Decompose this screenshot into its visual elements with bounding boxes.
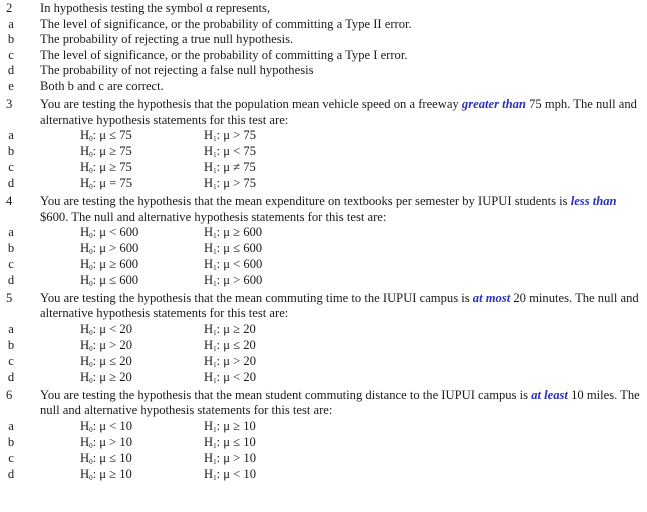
h-label: H <box>204 353 214 368</box>
question-stem <box>0 291 647 307</box>
h-subscript: 0 <box>89 457 93 466</box>
question-text-line-2: alternative hypothesis statements for this test are: <box>40 112 289 127</box>
option-d[interactable] <box>0 63 647 79</box>
question-stem <box>0 97 647 113</box>
null-hypothesis <box>80 467 132 487</box>
h-subscript: 0 <box>89 426 93 435</box>
question-stem <box>0 1 647 17</box>
option-a[interactable] <box>0 322 647 338</box>
option-letter: a <box>8 419 14 434</box>
option-letter: d <box>7 272 15 287</box>
null-hypothesis <box>80 273 138 293</box>
h-label: H <box>80 128 90 143</box>
question-stem <box>0 388 647 404</box>
stem-emphasis: less than <box>570 193 617 208</box>
alternative-hypothesis <box>204 467 256 487</box>
question-text: In hypothesis testing the symbol α represents, <box>40 1 271 15</box>
question-number: 2 <box>6 1 13 15</box>
option-letter: c <box>8 450 14 465</box>
h-statement: : μ > 20 <box>92 338 133 353</box>
h-subscript: 0 <box>89 182 93 191</box>
question-stem-line-2 <box>0 306 647 322</box>
question-text-line-2: null and alternative hypothesis statements for this test are: <box>40 403 333 418</box>
option-text: The level of significance, or the probability of committing a Type II error. <box>40 16 412 31</box>
option-letter: a <box>8 225 14 240</box>
h-subscript: 1 <box>213 376 217 385</box>
h-label: H <box>204 225 214 240</box>
h-statement: : μ < 10 <box>216 466 257 481</box>
h-statement: : μ > 75 <box>216 175 257 190</box>
question-3 <box>0 97 647 192</box>
question-4 <box>0 194 647 289</box>
h-label: H <box>204 338 214 353</box>
option-letter: c <box>8 159 14 174</box>
h-label: H <box>80 466 90 481</box>
h-label: H <box>80 322 90 337</box>
h-label: H <box>80 450 90 465</box>
h-label: H <box>80 225 90 240</box>
h-subscript: 0 <box>89 232 93 241</box>
h-subscript: 1 <box>213 135 217 144</box>
option-text: The level of significance, or the probability of committing a Type I error. <box>40 47 408 62</box>
alternative-hypothesis <box>204 273 262 293</box>
h-statement: : μ < 20 <box>92 322 133 337</box>
h-label: H <box>80 241 90 256</box>
h-subscript: 0 <box>89 248 93 257</box>
h-label: H <box>80 419 90 434</box>
option-a[interactable] <box>0 128 647 144</box>
stem-text: You are testing the hypothesis that the mean student commuting distance to the IUPUI campus is <box>40 387 532 402</box>
h-statement: : μ < 600 <box>216 256 263 271</box>
question-text-line-1 <box>40 388 643 404</box>
option-a[interactable] <box>0 225 647 241</box>
h-statement: : μ ≤ 600 <box>216 241 263 256</box>
question-number: 6 <box>6 387 13 402</box>
question-text-line-1 <box>40 194 643 210</box>
option-d[interactable] <box>0 467 647 483</box>
h-subscript: 0 <box>89 166 93 175</box>
h-subscript: 1 <box>213 360 217 369</box>
h-statement: : μ ≥ 10 <box>92 466 132 481</box>
h-subscript: 0 <box>89 329 93 338</box>
h-label: H <box>80 435 90 450</box>
h-statement: : μ ≥ 10 <box>216 419 256 434</box>
option-b[interactable] <box>0 241 647 257</box>
question-5 <box>0 291 647 386</box>
option-a[interactable] <box>0 17 647 33</box>
option-letter: d <box>7 175 15 190</box>
option-letter: b <box>7 241 15 256</box>
h-statement: : μ > 600 <box>216 272 263 287</box>
h-statement: : μ ≥ 600 <box>92 256 139 271</box>
option-c[interactable] <box>0 354 647 370</box>
null-hypothesis <box>80 370 132 390</box>
h-label: H <box>204 272 214 287</box>
stem-text: You are testing the hypothesis that the mean expenditure on textbooks per semester by IUPUI students is <box>40 193 571 208</box>
option-letter: a <box>8 128 14 143</box>
h-subscript: 1 <box>213 473 217 482</box>
h-subscript: 0 <box>89 279 93 288</box>
h-label: H <box>204 175 214 190</box>
option-letter: a <box>8 322 14 337</box>
stem-emphasis: at most <box>472 290 511 305</box>
h-label: H <box>80 144 90 159</box>
h-subscript: 0 <box>89 345 93 354</box>
stem-text: 10 miles. The <box>567 387 640 402</box>
h-subscript: 0 <box>89 360 93 369</box>
option-letter: d <box>7 466 15 481</box>
h-statement: : μ ≤ 10 <box>216 435 256 450</box>
h-subscript: 1 <box>213 457 217 466</box>
option-b[interactable] <box>0 144 647 160</box>
h-subscript: 1 <box>213 263 217 272</box>
h-subscript: 1 <box>213 329 217 338</box>
h-subscript: 1 <box>213 166 217 175</box>
h-label: H <box>80 353 90 368</box>
question-number: 3 <box>6 96 13 111</box>
h-label: H <box>204 435 214 450</box>
h-statement: : μ ≤ 600 <box>92 272 139 287</box>
h-label: H <box>204 256 214 271</box>
question-text-line-1 <box>40 291 643 307</box>
h-subscript: 0 <box>89 442 93 451</box>
h-label: H <box>80 369 90 384</box>
h-statement: : μ > 600 <box>92 241 139 256</box>
h-subscript: 1 <box>213 232 217 241</box>
h-statement: : μ ≥ 600 <box>216 225 263 240</box>
question-stem <box>0 194 647 210</box>
question-text-line-2: alternative hypothesis statements for this test are: <box>40 306 289 321</box>
h-statement: : μ ≥ 75 <box>92 159 132 174</box>
h-subscript: 1 <box>213 442 217 451</box>
h-label: H <box>204 144 214 159</box>
question-stem-line-2 <box>0 403 647 419</box>
h-subscript: 1 <box>213 151 217 160</box>
h-statement: : μ > 10 <box>92 435 133 450</box>
h-label: H <box>204 241 214 256</box>
h-statement: : μ < 75 <box>216 144 257 159</box>
option-b[interactable] <box>0 338 647 354</box>
h-subscript: 1 <box>213 426 217 435</box>
stem-text: 75 mph. The null and <box>525 96 637 111</box>
option-letter: b <box>7 144 15 159</box>
h-label: H <box>204 369 214 384</box>
option-letter: c <box>8 256 14 271</box>
question-stem-line-2 <box>0 113 647 129</box>
h-statement: : μ > 10 <box>216 450 257 465</box>
h-statement: : μ < 600 <box>92 225 139 240</box>
stem-text: You are testing the hypothesis that the population mean vehicle speed on a freeway <box>40 96 462 111</box>
option-letter: c <box>8 47 14 62</box>
h-statement: : μ ≤ 10 <box>92 450 132 465</box>
option-letter: b <box>7 338 15 353</box>
h-label: H <box>204 322 214 337</box>
h-statement: : μ ≠ 75 <box>216 159 256 174</box>
h-statement: : μ < 10 <box>92 419 133 434</box>
option-a[interactable] <box>0 419 647 435</box>
option-c[interactable] <box>0 48 647 64</box>
h-label: H <box>80 256 90 271</box>
question-text-line-1 <box>40 97 643 113</box>
h-statement: : μ < 20 <box>216 369 257 384</box>
option-letter: a <box>8 16 14 31</box>
option-c[interactable] <box>0 160 647 176</box>
option-letter: d <box>7 63 15 78</box>
h-label: H <box>80 159 90 174</box>
option-e[interactable] <box>0 79 647 95</box>
h-label: H <box>80 175 90 190</box>
option-letter: e <box>8 78 14 93</box>
question-stem-line-2 <box>0 210 647 226</box>
h-subscript: 1 <box>213 182 217 191</box>
option-text: The probability of not rejecting a false null hypothesis <box>40 63 314 78</box>
question-number: 4 <box>6 193 13 208</box>
h-subscript: 0 <box>89 135 93 144</box>
stem-text: You are testing the hypothesis that the mean commuting time to the IUPUI campus is <box>40 290 473 305</box>
h-subscript: 0 <box>89 151 93 160</box>
h-label: H <box>204 128 214 143</box>
h-statement: : μ > 75 <box>216 128 257 143</box>
h-statement: : μ ≤ 20 <box>92 353 132 368</box>
option-c[interactable] <box>0 451 647 467</box>
h-subscript: 1 <box>213 345 217 354</box>
option-text: The probability of rejecting a true null hypothesis. <box>40 32 294 47</box>
h-statement: : μ = 75 <box>92 175 133 190</box>
option-d[interactable] <box>0 176 647 192</box>
stem-text: 20 minutes. The null and <box>510 290 639 305</box>
h-subscript: 0 <box>89 473 93 482</box>
h-label: H <box>204 159 214 174</box>
h-label: H <box>80 338 90 353</box>
h-statement: : μ ≤ 75 <box>92 128 132 143</box>
h-subscript: 1 <box>213 279 217 288</box>
alternative-hypothesis <box>204 176 256 196</box>
option-letter: d <box>7 369 15 384</box>
option-letter: b <box>7 32 15 47</box>
stem-emphasis: greater than <box>461 96 526 111</box>
option-d[interactable] <box>0 273 647 289</box>
h-statement: : μ ≥ 75 <box>92 144 132 159</box>
h-label: H <box>80 272 90 287</box>
option-b[interactable] <box>0 435 647 451</box>
h-statement: : μ ≤ 20 <box>216 338 256 353</box>
h-statement: : μ > 20 <box>216 353 257 368</box>
stem-emphasis: at least <box>531 387 568 402</box>
option-letter: b <box>7 435 15 450</box>
h-label: H <box>204 450 214 465</box>
option-c[interactable] <box>0 257 647 273</box>
h-subscript: 0 <box>89 263 93 272</box>
question-number: 5 <box>6 290 13 305</box>
question-2 <box>0 0 647 95</box>
h-statement: : μ ≥ 20 <box>92 369 132 384</box>
alternative-hypothesis <box>204 370 256 390</box>
h-label: H <box>204 466 214 481</box>
h-label: H <box>204 419 214 434</box>
null-hypothesis <box>80 176 132 196</box>
h-subscript: 0 <box>89 376 93 385</box>
question-6 <box>0 388 647 483</box>
option-d[interactable] <box>0 370 647 386</box>
option-text: Both b and c are correct. <box>40 78 164 93</box>
h-statement: : μ ≥ 20 <box>216 322 256 337</box>
option-b[interactable] <box>0 32 647 48</box>
h-subscript: 1 <box>213 248 217 257</box>
option-letter: c <box>8 353 14 368</box>
question-text-line-2: $600. The null and alternative hypothesis statements for this test are: <box>40 209 387 224</box>
